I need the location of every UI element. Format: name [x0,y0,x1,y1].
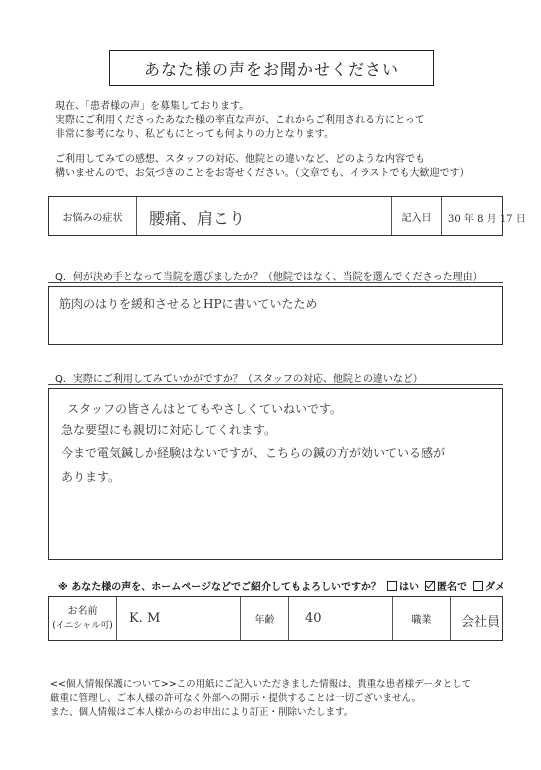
intro-line: 現在、「患者様の声」を募集しております。 [55,101,250,112]
intro-line: 構いませんので、お気づきのことをお寄せください。（文章でも、イラストでも大歓迎です） [55,168,470,179]
checkbox-no[interactable] [473,581,483,591]
intro-line: ご利用してみての感想、スタッフの対応、他院との違いなど、どのような内容でも [55,154,425,165]
symptom-value: 腰痛、肩こり [149,209,246,228]
intro-line: 非常に参考になり、私どもにとっても何よりの力となります。 [55,129,334,140]
checkbox-yes[interactable] [387,581,397,591]
q1-rule [48,282,503,283]
info-row [48,596,503,641]
age-field[interactable] [289,597,393,640]
job-value: 会社員 [461,615,501,630]
option-no-label: ダメ [485,582,506,593]
symptom-field[interactable] [137,197,392,235]
name-value: K. M [129,611,161,626]
name-label-cell [49,597,117,640]
q2-answer-line: スタッフの皆さんはとてもやさしくていねいです。 [67,402,343,416]
consent-row [58,578,505,593]
date-value: 30 年 8 月 17 日 [448,214,526,225]
q1-answer-box[interactable] [48,286,503,345]
option-anonymous-label: 匿名で [437,582,468,593]
date-field[interactable] [442,197,526,235]
privacy-line: 厳重に管理し、ご本人様の許可なく外部への開示・提供することは一切ございません。 [50,693,422,704]
page-title: あなた様の声をお聞かせください [109,50,434,86]
q2-rule [48,384,503,385]
q2-answer-line: 今まで電気鍼しか経験はないですが、こちらの鍼の方が効いている感が [61,446,446,460]
name-label: お名前 [67,605,98,617]
q1-question: Q．何が決め手となって当院を選びましたか？（他院ではなく、当院を選んでくださった理由） [55,272,483,283]
q2-answer-box[interactable] [48,388,503,560]
intro-line: 実際にご利用くださったあなた様の率直な声が、これからご利用される方にとって [55,115,425,126]
q2-question: Q．実際にご利用してみていかがですか？（スタッフの対応、他院との違いなど） [55,374,423,385]
age-label: 年齢 [241,597,289,640]
job-field[interactable] [451,597,501,640]
date-label: 記入日 [392,197,442,235]
q2-answer-line: 急な要望にも親切に対応してくれます。 [61,423,277,437]
age-value: 40 [305,611,322,626]
q1-answer: 筋肉のはりを緩和させるとHPに書いていたため [59,297,318,311]
privacy-line: また、個人情報はご本人様からのお申出により訂正・削除いたします。 [50,707,354,718]
job-label: 職業 [393,597,451,640]
name-sub-label: (イニシャル可) [52,620,113,631]
consent-question: ※ あなた様の声を、ホームページなどでご紹介してもよろしいですか？ [58,582,382,593]
q2-answer-line: あります。 [61,470,121,484]
name-field[interactable] [117,597,241,640]
symptom-row [48,196,526,236]
symptom-label: お悩みの症状 [49,197,137,235]
option-yes-label: はい [399,582,420,593]
privacy-line: <<個人情報保護について>>この用紙にご記入いただきました情報は、貴重な患者様データとして [50,679,472,690]
checkbox-anonymous[interactable] [425,581,435,591]
